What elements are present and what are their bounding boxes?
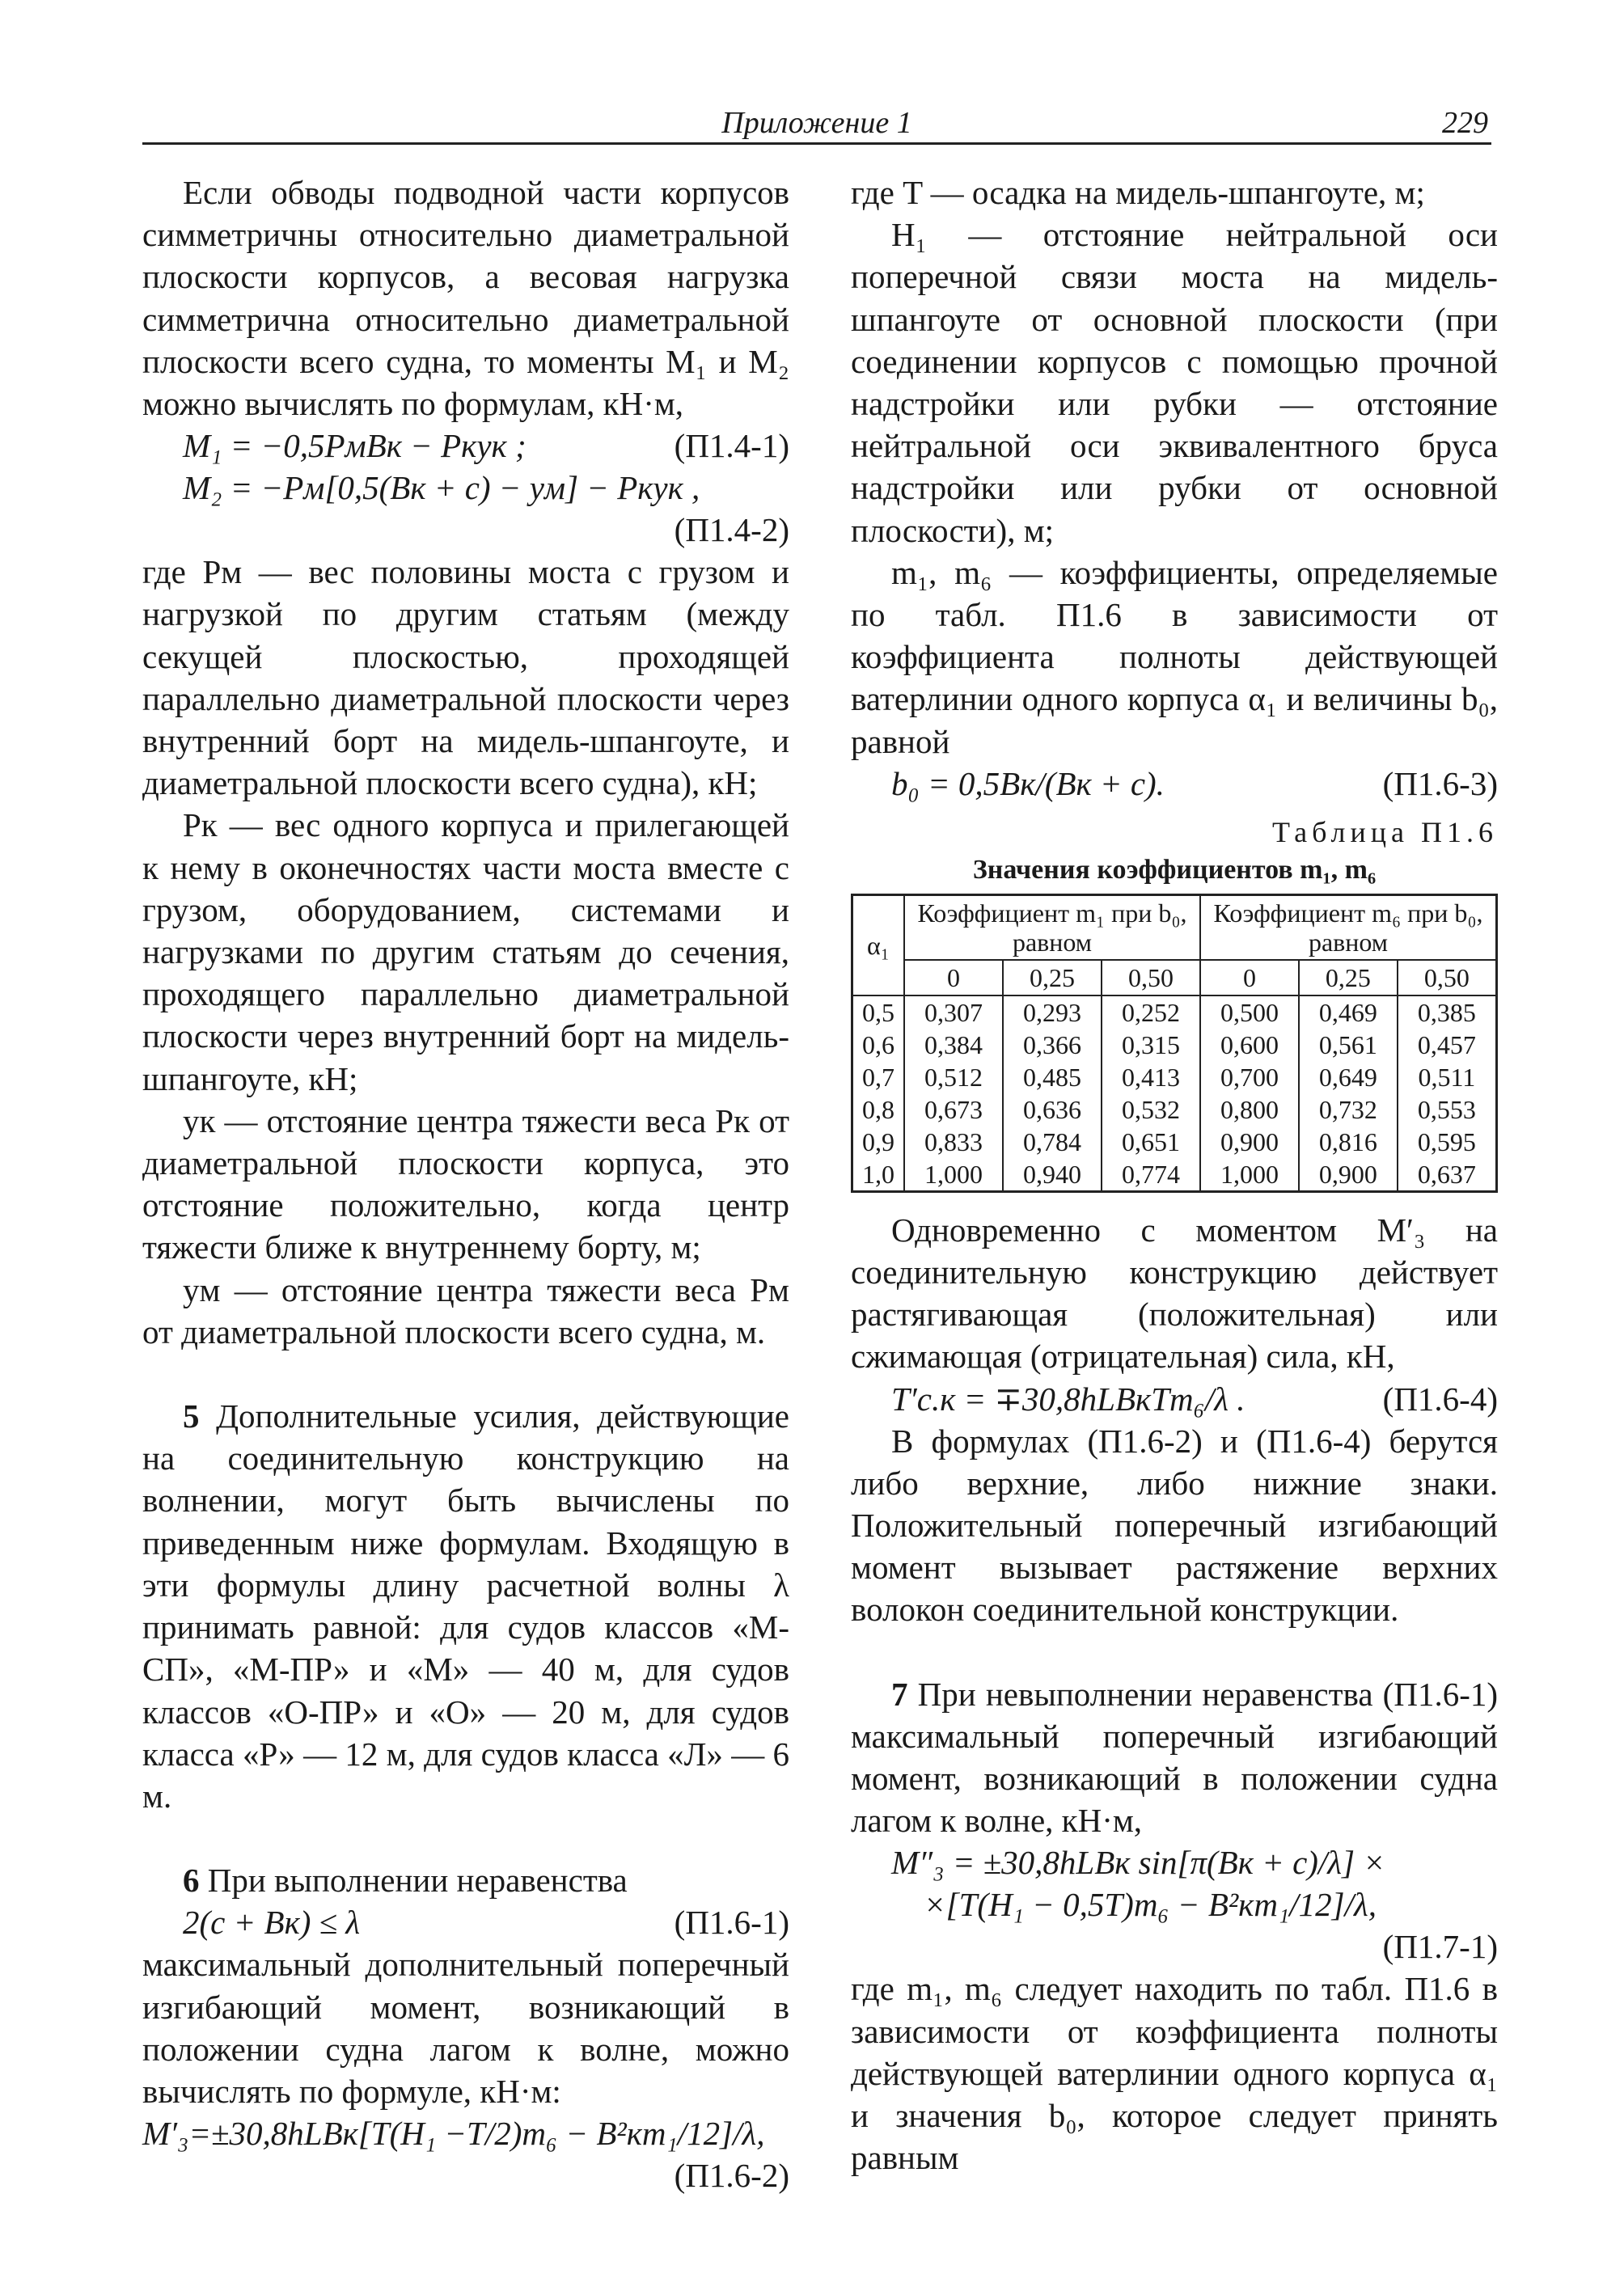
- table-cell: 0,485: [1003, 1061, 1102, 1093]
- table-cell: 0,784: [1003, 1126, 1102, 1158]
- section-text: При невыполнении неравенства (П1.6-1) максимальный поперечный изгибающий момент, возникающий в положении судна лагом к волне, кН·м,: [851, 1675, 1499, 1840]
- paragraph: где Pм — вес половины моста с грузом и нагрузкой по другим статьям (между секущей плоскостью, проходящей параллельно диаметральной плоскости через внутренний борт на мидель-шпангоуте, и диаметральной плоскости всего судна), кН;: [142, 553, 789, 802]
- table-cell: 0,900: [1200, 1126, 1299, 1158]
- table-row: [852, 995, 1497, 1029]
- table-cell: 0,651: [1102, 1126, 1200, 1158]
- paragraph: yм — отстояние центра тяжести веса Pм от диаметральной плоскости всего судна, м.: [142, 1270, 789, 1351]
- table-row: [852, 1029, 1497, 1061]
- table-cell: 0,512: [904, 1061, 1003, 1093]
- table-cell: 0,413: [1102, 1061, 1200, 1093]
- sub-header: 0: [1200, 960, 1299, 995]
- table-cell: 0,774: [1102, 1158, 1200, 1192]
- table-caption: Значения коэффициентов m₁, m₆: [972, 854, 1377, 885]
- formula-p1-6-2: [142, 2112, 789, 2154]
- paragraph: В формулах (П1.6-2) и (П1.6-4) берутся либо верхние, либо нижние знаки. Положительный поперечный изгибающий момент вызывает растяжение верхних волокон соединительной конструкции.: [851, 1422, 1498, 1629]
- table-cell: 0,385: [1398, 995, 1497, 1029]
- table-cell: 0,649: [1299, 1061, 1398, 1093]
- sub-header: 0,50: [1398, 960, 1497, 995]
- formula-p1-7-1-line1: [851, 1841, 1498, 1883]
- table-cell: 0,366: [1003, 1029, 1102, 1061]
- paragraph: Одновременно с моментом M′₃ на соединительную конструкцию действует растягивающая (положительная) или сжимающая (отрицательная) сила, кН,: [851, 1211, 1498, 1376]
- table-cell: 0,9: [852, 1126, 905, 1158]
- right-column: [851, 171, 1498, 2179]
- paragraph: где T — осадка на мидель-шпангоуте, м;: [851, 174, 1425, 211]
- left-column: [142, 171, 789, 2196]
- table-cell: 0,457: [1398, 1029, 1497, 1061]
- table-cell: 0,315: [1102, 1029, 1200, 1061]
- page-header: [142, 105, 1491, 145]
- table-cell: 0,595: [1398, 1126, 1497, 1158]
- page-number: 229: [1442, 106, 1488, 140]
- formula-number: (П1.7-1): [1382, 1928, 1498, 1966]
- formula-number: (П1.4-1): [674, 427, 789, 465]
- formula-expression: T′с.к = ∓30,8hLBкTm₆/λ .: [891, 1380, 1245, 1418]
- table-cell: 1,000: [904, 1158, 1003, 1192]
- table-cell: 0,7: [852, 1061, 905, 1093]
- table-cell: 0,673: [904, 1093, 1003, 1126]
- table-cell: 0,384: [904, 1029, 1003, 1061]
- formula-p1-4-1: [142, 425, 789, 467]
- paragraph: Pк — вес одного корпуса и прилегающей к нему в оконечностях части моста вместе с грузом, оборудованием, системами и нагрузками по другим статьям до сечения, проходящего параллельно диаметральной плоскости через внутренний борт на мидель-шпангоуте, кН;: [142, 806, 789, 1097]
- formula-number: (П1.6-1): [674, 1904, 789, 1942]
- sub-header: 0,50: [1102, 960, 1200, 995]
- table-cell: 0,800: [1200, 1093, 1299, 1126]
- table-cell: 0,636: [1003, 1093, 1102, 1126]
- formula-p1-7-1-line2: [851, 1883, 1498, 1925]
- table-cell: 0,940: [1003, 1158, 1102, 1192]
- formula-expression: M″₃ = ±30,8hLBк sin[π(Bк + c)/λ] ×: [891, 1844, 1385, 1882]
- table-cell: 0,307: [904, 995, 1003, 1029]
- formula-expression: M′₃=±30,8hLBк[T(H₁ −T/2)m₆ − B²кm₁/12]/λ,: [142, 2115, 765, 2153]
- paragraph: Если обводы подводной части корпусов симметричны относительно диаметральной плоскости корпусов, а весовая нагрузка симметрична относительно диаметральной плоскости всего судна, то моменты M₁ и M₂ можно вычислять по формулам, кН·м,: [142, 174, 789, 423]
- section-number: 6: [183, 1862, 200, 1900]
- table-cell: 0,637: [1398, 1158, 1497, 1192]
- table-cell: 0,816: [1299, 1126, 1398, 1158]
- table-cell: 0,732: [1299, 1093, 1398, 1126]
- paragraph: где m₁, m₆ следует находить по табл. П1.6 в зависимости от коэффициента полноты действующей ватерлинии одного корпуса α₁ и значения b₀, которое следует принять равным: [851, 1970, 1498, 2177]
- table-cell: 0,532: [1102, 1093, 1200, 1126]
- table-cell: 0,8: [852, 1093, 905, 1126]
- table-row: [852, 1158, 1497, 1192]
- section-5: [142, 1395, 789, 1817]
- paragraph: yк — отстояние центра тяжести веса Pк от диаметральной плоскости корпуса, это отстояние положительно, когда центр тяжести ближе к внутреннему борту, м;: [142, 1101, 789, 1266]
- sub-header: 0,25: [1299, 960, 1398, 995]
- formula-number: (П1.6-3): [1382, 764, 1498, 802]
- table-cell: 0,293: [1003, 995, 1102, 1029]
- table-cell: 1,000: [1200, 1158, 1299, 1192]
- sub-header: 0: [904, 960, 1003, 995]
- table-cell: 0,469: [1299, 995, 1398, 1029]
- formula-number: (П1.6-4): [1382, 1380, 1498, 1418]
- table-cell: 0,700: [1200, 1061, 1299, 1093]
- alpha-header: α₁: [852, 894, 905, 995]
- section-7: [851, 1673, 1498, 1842]
- paragraph: m₁, m₆ — коэффициенты, определяемые по табл. П1.6 в зависимости от коэффициента полноты действующей ватерлинии одного корпуса α₁ и величины b₀, равной: [851, 553, 1498, 760]
- section-text: При выполнении неравенства: [207, 1862, 628, 1900]
- running-title: Приложение 1: [721, 106, 912, 140]
- sub-header: 0,25: [1003, 960, 1102, 995]
- table-cell: 0,561: [1299, 1029, 1398, 1061]
- group-header-m6: Коэффициент m₆ при b₀, равном: [1200, 894, 1497, 960]
- section-text: Дополнительные усилия, действующие на соединительную конструкцию на волнении, могут быть вычислены по приведенным ниже формулам. Входящую в эти формулы длину расчетной волны λ принимать равной: для судов классов «М-СП», «М-ПР» и «М» — 40 м, для судов классов «О-ПР» и «О» — 20 м, для судов класса «Р» — 12 м, для судов класса «Л» — 6 м.: [142, 1397, 790, 1815]
- coefficient-table: [851, 894, 1498, 1193]
- table-cell: 0,6: [852, 1029, 905, 1061]
- table-cell: 1,0: [852, 1158, 905, 1192]
- table-row: [852, 1126, 1497, 1158]
- formula-number: (П1.6-2): [674, 2157, 789, 2195]
- paragraph: максимальный дополнительный поперечный изгибающий момент, возникающий в положении судна лагом к волне, можно вычислять по формуле, кН·м:: [142, 1946, 789, 2110]
- table-cell: 0,833: [904, 1126, 1003, 1158]
- table-cell: 0,900: [1299, 1158, 1398, 1192]
- formula-p1-6-1: [142, 1901, 789, 1943]
- section-number: 7: [891, 1675, 908, 1713]
- section-number: 5: [183, 1397, 200, 1435]
- table-row: [852, 1093, 1497, 1126]
- table-cell: 0,600: [1200, 1029, 1299, 1061]
- table-cell: 0,553: [1398, 1093, 1497, 1126]
- table-cell: 0,5: [852, 995, 905, 1029]
- formula-expression: M₁ = −0,5PмBк − Pкyк ;: [183, 427, 527, 465]
- formula-p1-6-3: [851, 763, 1498, 805]
- formula-expression: 2(c + Bк) ≤ λ: [183, 1904, 361, 1942]
- formula-expression: ×[T(H₁ − 0,5T)m₆ − B²кm₁/12]/λ,: [924, 1886, 1377, 1924]
- paragraph: H₁ — отстояние нейтральной оси поперечной связи моста на мидель-шпангоуте от основной плоскости (при соединении корпусов с помощью прочной надстройки или рубки — отстояние нейтральной оси эквивалентного бруса надстройки или рубки от основной плоскости), м;: [851, 216, 1498, 549]
- section-6: [142, 1859, 789, 1901]
- table-cell: 0,252: [1102, 995, 1200, 1029]
- table-label: Таблица П1.6: [1272, 815, 1498, 848]
- formula-number: (П1.4-2): [674, 511, 789, 549]
- table-cell: 0,500: [1200, 995, 1299, 1029]
- table-cell: 0,511: [1398, 1061, 1497, 1093]
- group-header-m1: Коэффициент m₁ при b₀, равном: [904, 894, 1200, 960]
- formula-expression: M₂ = −Pм[0,5(Bк + c) − yм] − Pкyк ,: [183, 469, 700, 507]
- formula-p1-4-2: [142, 467, 789, 509]
- table-row: [852, 1061, 1497, 1093]
- formula-expression: b₀ = 0,5Bк/(Bк + c).: [891, 764, 1165, 802]
- formula-p1-6-4: [851, 1378, 1498, 1420]
